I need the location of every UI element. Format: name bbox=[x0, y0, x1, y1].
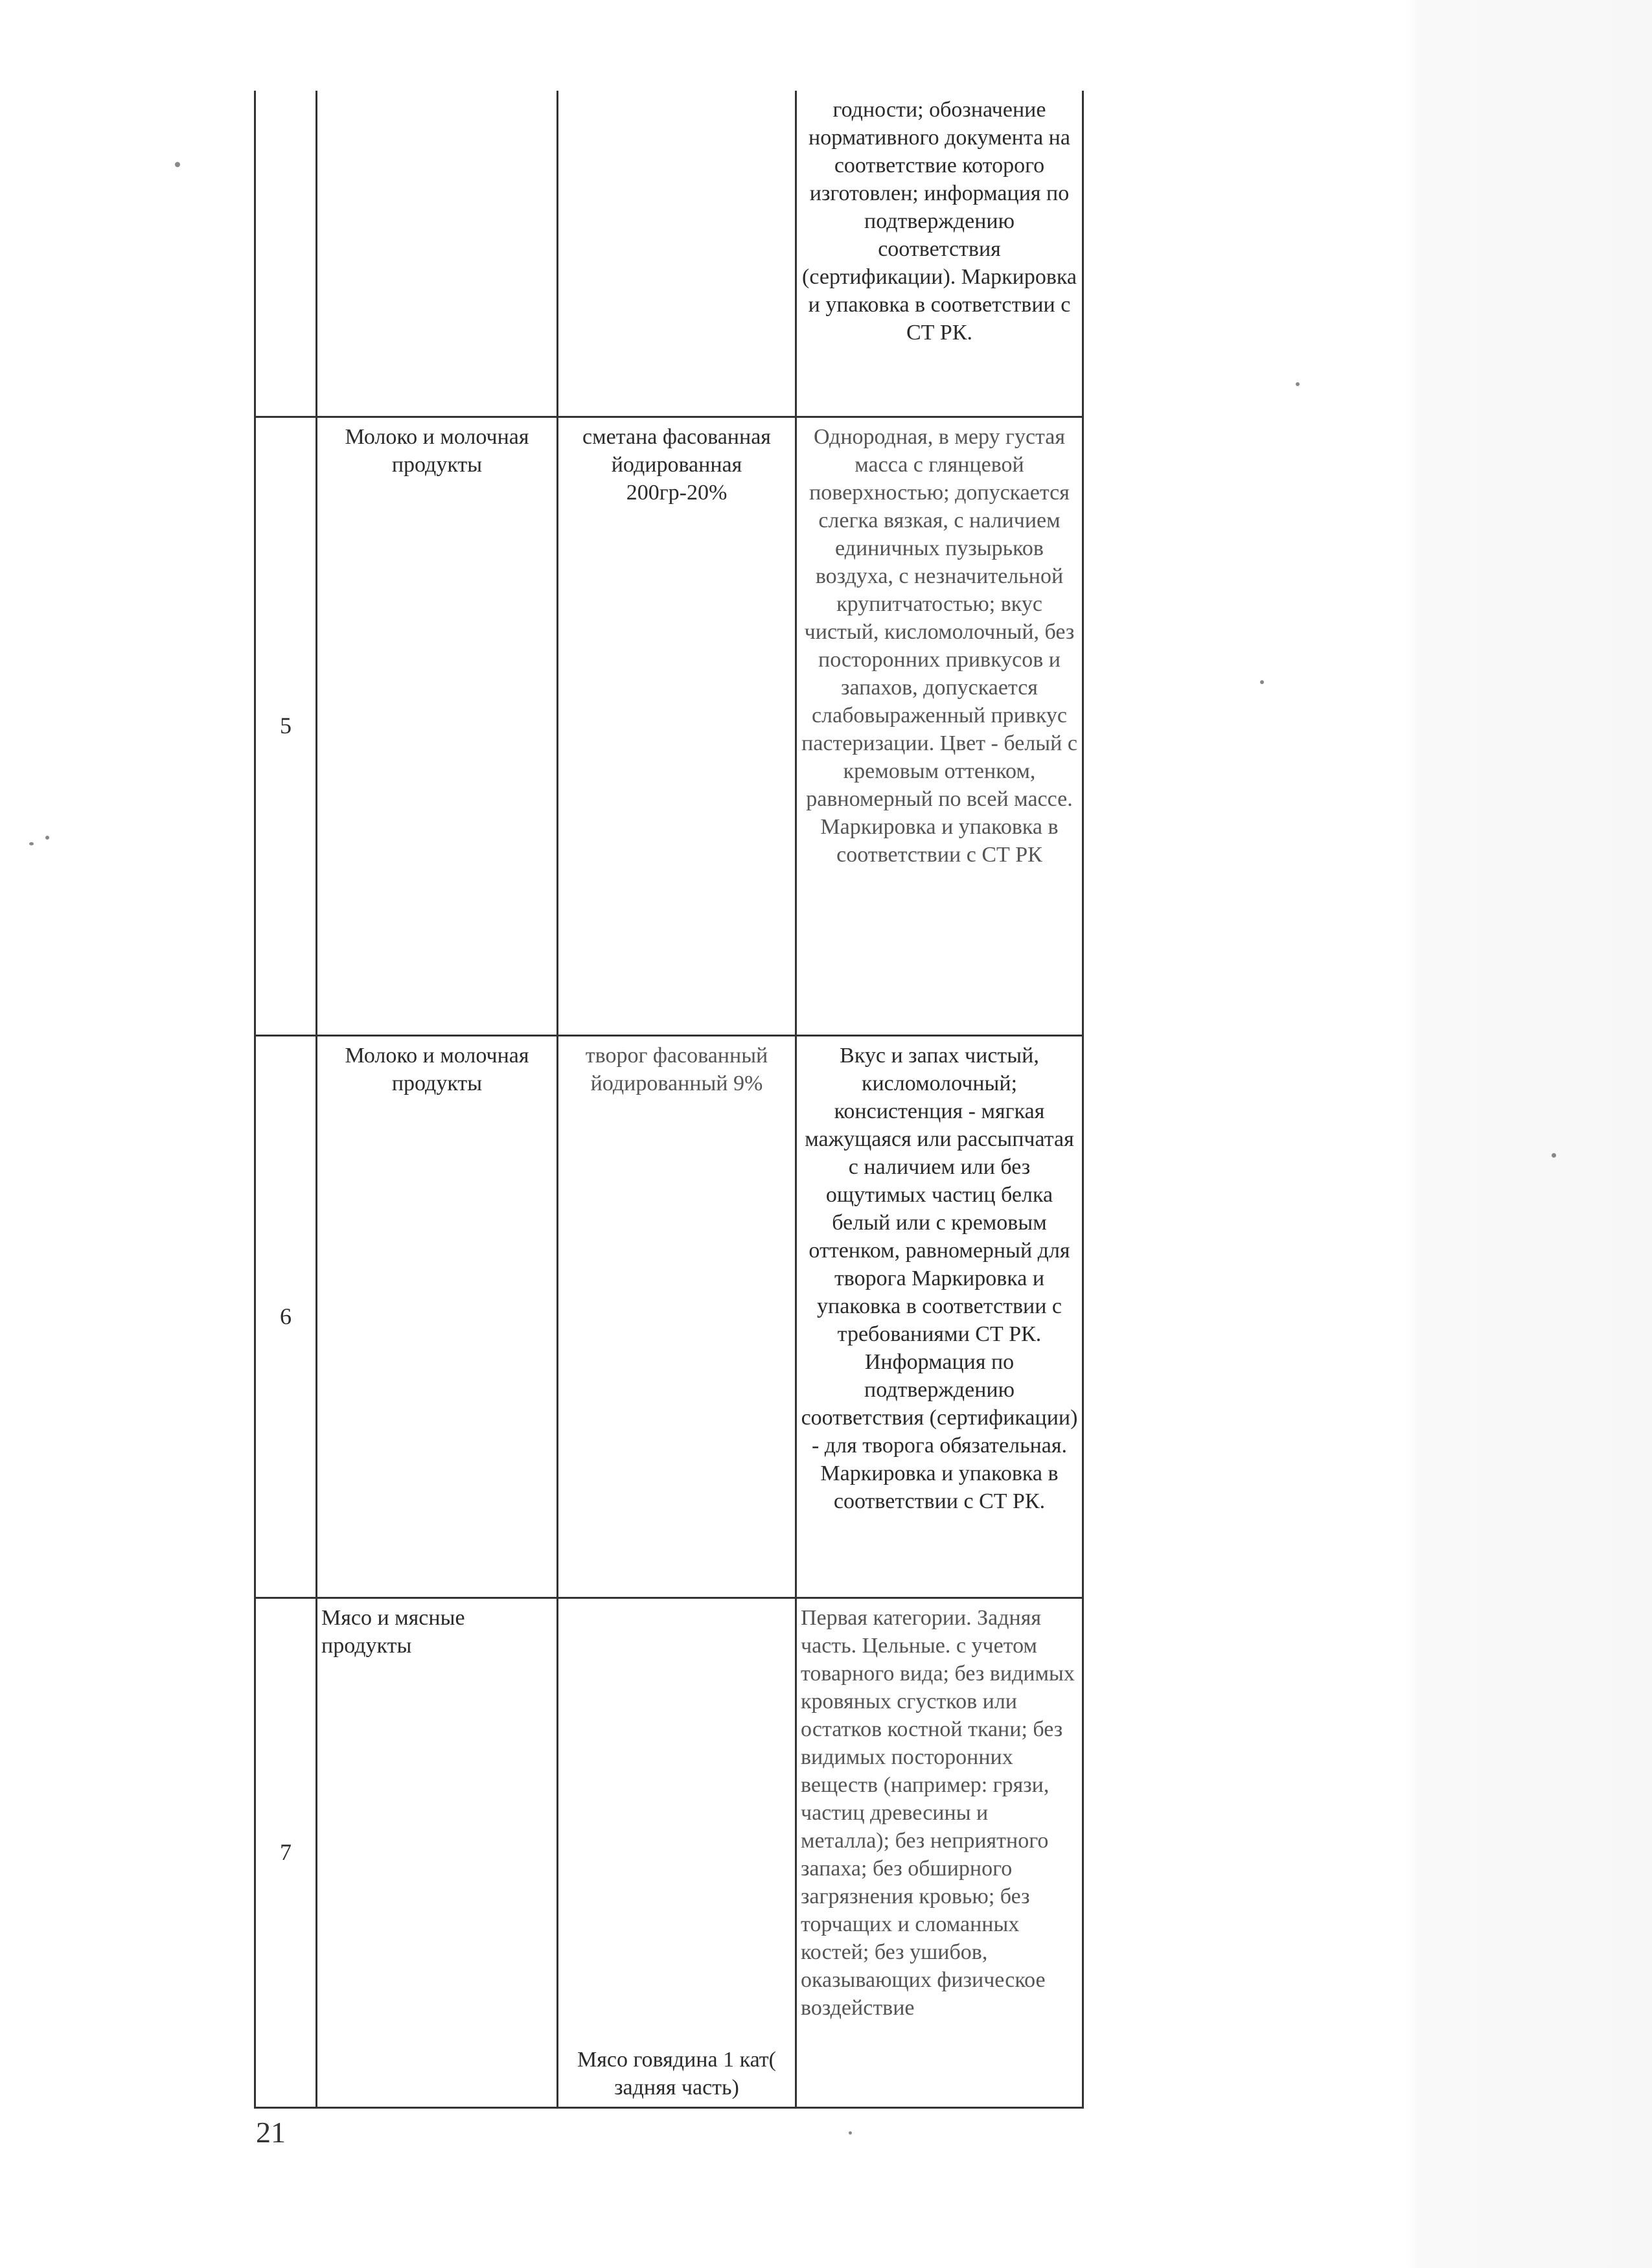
product-cell: сметана фасованная йодированная 200гр-20% bbox=[558, 417, 796, 1035]
scan-speck bbox=[1296, 382, 1300, 386]
table-row bbox=[255, 91, 1083, 417]
table-row bbox=[255, 1598, 1083, 2107]
description-cell: Вкус и запах чистый, кисломолочный; консистенция - мягкая мажущаяся или рассыпчатая с наличием или без ощутимых частиц белка белый или с кремовым оттенком, равномерный для творога Маркировка и упаковка в соответствии с требованиями СТ РК. Информация по подтверждению соответствия (сертификации) - для творога обязательная. Маркировка и упаковка в соответствии с СТ РК. bbox=[796, 1035, 1083, 1598]
scan-speck bbox=[1552, 1153, 1556, 1158]
product-cell: Мясо говядина 1 кат( задняя часть) bbox=[558, 1598, 796, 2107]
description-cell: Однородная, в меру густая масса с глянцевой поверхностью; допускается слегка вязкая, с наличием единичных пузырьков воздуха, с незначительной крупитчатостью; вкус чистый, кисломолочный, без посторонних привкусов и запахов, допускается слабовыраженный привкус пастеризации. Цвет - белый с кремовым оттенком, равномерный по всей массе. Маркировка и упаковка в соответствии с СТ РК bbox=[796, 417, 1083, 1035]
scan-edge-shading bbox=[1406, 0, 1652, 2268]
product-cell bbox=[558, 91, 796, 417]
scan-speck bbox=[849, 2131, 852, 2135]
category-cell: Молоко и молочная продукты bbox=[317, 1035, 558, 1598]
scan-speck bbox=[1260, 680, 1264, 684]
page-number: 21 bbox=[256, 2116, 286, 2149]
scan-speck bbox=[45, 836, 49, 840]
table-row bbox=[255, 1035, 1083, 1598]
category-cell: Молоко и молочная продукты bbox=[317, 417, 558, 1035]
row-number: 5 bbox=[255, 417, 317, 1035]
scan-speck bbox=[29, 842, 34, 845]
description-cell: годности; обозначение нормативного документа на соответствие которого изготовлен; информация по подтверждению соответствия (сертификации). Маркировка и упаковка в соответствии с СТ РК. bbox=[796, 91, 1083, 417]
product-cell: творог фасованный йодированный 9% bbox=[558, 1035, 796, 1598]
category-cell bbox=[317, 91, 558, 417]
description-cell: Первая категории. Задняя часть. Цельные. с учетом товарного вида; без видимых кровяных сгустков или остатков костной ткани; без видимых посторонних веществ (например: грязи, частиц древесины и металла); без неприятного запаха; без обширного загрязнения кровью; без торчащих и сломанных костей; без ушибов, оказывающих физическое воздействие bbox=[796, 1598, 1083, 2107]
row-number: 7 bbox=[255, 1598, 317, 2107]
scan-speck bbox=[175, 162, 180, 167]
products-table bbox=[254, 91, 1084, 2109]
category-cell: Мясо и мясные продукты bbox=[317, 1598, 558, 2107]
row-number: 6 bbox=[255, 1035, 317, 1598]
table-row bbox=[255, 417, 1083, 1035]
row-number bbox=[255, 91, 317, 417]
